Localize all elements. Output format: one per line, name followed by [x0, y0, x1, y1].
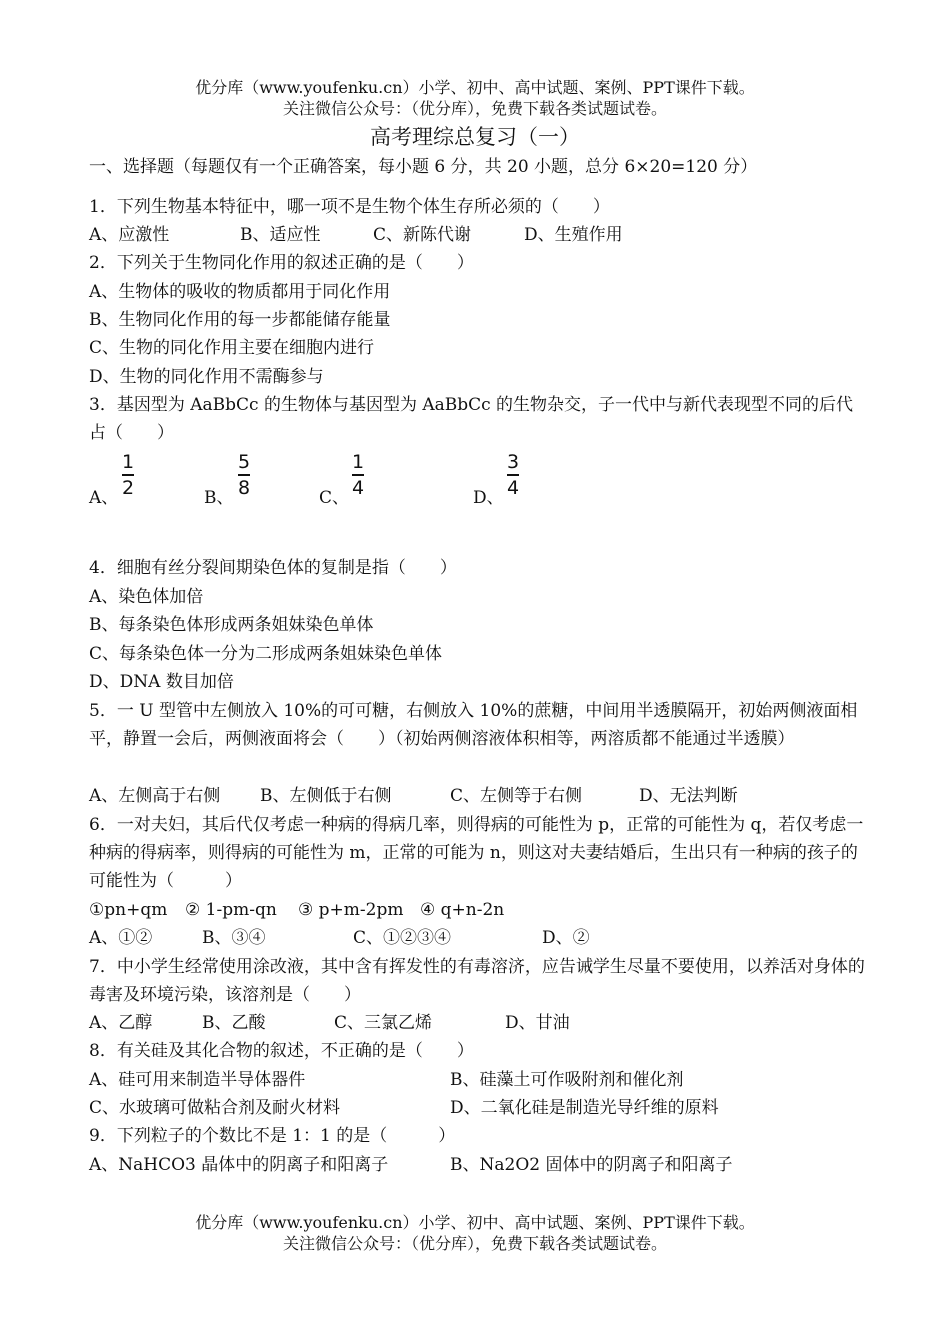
q3-option-a: A、 — [89, 488, 119, 508]
q6-item-2: ② 1-pm-qn — [185, 900, 277, 920]
q8-option-c: C、水玻璃可做粘合剂及耐火材料 — [89, 1098, 341, 1118]
q7-stem: 7．中小学生经常使用涂改液，其中含有挥发性的有毒溶济，应告诫学生尽量不要使用，以养活对身体的毒害及环境污染，该溶剂是（ ） — [89, 957, 865, 1005]
q9-option-a: A、NaHCO3 晶体中的阴离子和阳离子 — [89, 1155, 389, 1175]
q7-option-b: B、乙酸 — [202, 1013, 266, 1033]
q8-option-b: B、硅藻土可作吸附剂和催化剂 — [450, 1070, 684, 1090]
page-title: 高考理综总复习（一） — [370, 125, 580, 149]
q8-option-d: D、二氧化硅是制造光导纤维的原料 — [450, 1098, 719, 1118]
fraction-bar — [507, 474, 519, 476]
q7-option-d: D、甘油 — [505, 1013, 570, 1033]
q3-fraction-c-numerator: 1 — [352, 451, 365, 473]
q6-option-c: C、①②③④ — [353, 928, 452, 948]
q3-fraction-d-denominator: 4 — [507, 476, 520, 499]
q1-option-b: B、适应性 — [240, 225, 321, 245]
q4-stem: 4．细胞有丝分裂间期染色体的复制是指（ ） — [89, 558, 457, 578]
fraction-bar — [352, 474, 364, 476]
q3-fraction-c — [352, 452, 364, 498]
section-heading: 一、选择题（每题仅有一个正确答案，每小题 6 分，共 20 小题，总分 6×20=120 分） — [89, 157, 758, 177]
q1-option-a: A、应激性 — [89, 225, 170, 245]
q5-option-a: A、左侧高于右侧 — [89, 786, 221, 806]
q3-fraction-a — [122, 452, 134, 498]
q8-option-a: A、硅可用来制造半导体器件 — [89, 1070, 306, 1090]
q3-option-d: D、 — [473, 488, 504, 508]
q9-stem: 9．下列粒子的个数比不是 1：1 的是（ ） — [89, 1126, 456, 1146]
q3-fraction-b-numerator: 5 — [238, 451, 251, 473]
q7-option-c: C、三氯乙烯 — [334, 1013, 433, 1033]
q1-option-d: D、生殖作用 — [524, 225, 623, 245]
q5-stem: 5．一 U 型管中左侧放入 10%的可可糖，右侧放入 10%的蔗糖，中间用半透膜隔开，初始两侧液面相平，静置一会后，两侧液面将会（ ）（初始两侧溶液体积相等，两溶质都不能通过半透膜） — [89, 701, 858, 749]
q3-fraction-a-numerator: 1 — [122, 451, 135, 473]
q3-option-c: C、 — [319, 488, 350, 508]
q6-item-3: ③ p+m-2pm — [298, 900, 404, 920]
q4-option-d: D、DNA 数目加倍 — [89, 672, 234, 692]
q3-fraction-b-denominator: 8 — [238, 476, 251, 499]
footer-line-2: 关注微信公众号：（优分库），免费下载各类试题试卷。 — [282, 1234, 667, 1253]
q3-fraction-d — [507, 452, 519, 498]
footer-line-1: 优分库（www.youfenku.cn）小学、初中、高中试题、案例、PPT课件下载。 — [195, 1213, 755, 1232]
fraction-bar — [122, 474, 134, 476]
q2-option-d: D、生物的同化作用不需酶参与 — [89, 367, 324, 387]
q6-item-1: ①pn+qm — [89, 900, 168, 920]
q4-option-a: A、染色体加倍 — [89, 587, 204, 607]
q3-option-b: B、 — [204, 488, 234, 508]
fraction-bar — [238, 474, 250, 476]
q3-fraction-a-denominator: 2 — [122, 476, 135, 499]
q6-item-4: ④ q+n-2n — [420, 900, 505, 920]
q6-stem: 6．一对夫妇，其后代仅考虑一种病的得病几率，则得病的可能性为 p，正常的可能性为 q，若仅考虑一种病的得病率，则得病的可能性为 m，正常的可能为 n，则这对夫妻结婚后，生出只有一种病的孩子的可能性为（ ） — [89, 815, 864, 891]
header-line-2: 关注微信公众号：（优分库），免费下载各类试题试卷。 — [282, 99, 667, 118]
q9-option-b: B、Na2O2 固体中的阴离子和阳离子 — [450, 1155, 733, 1175]
q1-stem: 1．下列生物基本特征中，哪一项不是生物个体生存所必须的（ ） — [89, 197, 610, 217]
q6-option-d: D、② — [542, 928, 590, 948]
q5-option-c: C、左侧等于右侧 — [450, 786, 583, 806]
q3-stem: 3．基因型为 AaBbCc 的生物体与基因型为 AaBbCc 的生物杂交，子一代中与新代表现型不同的后代占（ ） — [89, 395, 854, 443]
q4-option-c: C、每条染色体一分为二形成两条姐妹染色单体 — [89, 644, 443, 664]
q1-option-c: C、新陈代谢 — [373, 225, 472, 245]
q3-fraction-c-denominator: 4 — [352, 476, 365, 499]
q4-option-b: B、每条染色体形成两条姐妹染色单体 — [89, 615, 374, 635]
q6-option-b: B、③④ — [202, 928, 266, 948]
header-line-1: 优分库（www.youfenku.cn）小学、初中、高中试题、案例、PPT课件下载。 — [195, 78, 755, 97]
q2-option-a: A、生物体的吸收的物质都用于同化作用 — [89, 282, 391, 302]
q3-fraction-d-numerator: 3 — [507, 451, 520, 473]
q2-stem: 2．下列关于生物同化作用的叙述正确的是（ ） — [89, 253, 474, 273]
q6-option-a: A、①② — [89, 928, 153, 948]
q3-fraction-b — [238, 452, 250, 498]
q7-option-a: A、乙醇 — [89, 1013, 153, 1033]
q5-option-b: B、左侧低于右侧 — [260, 786, 392, 806]
q5-option-d: D、无法判断 — [639, 786, 738, 806]
q8-stem: 8．有关硅及其化合物的叙述，不正确的是（ ） — [89, 1041, 474, 1061]
q2-option-b: B、生物同化作用的每一步都能储存能量 — [89, 310, 391, 330]
q2-option-c: C、生物的同化作用主要在细胞内进行 — [89, 338, 375, 358]
